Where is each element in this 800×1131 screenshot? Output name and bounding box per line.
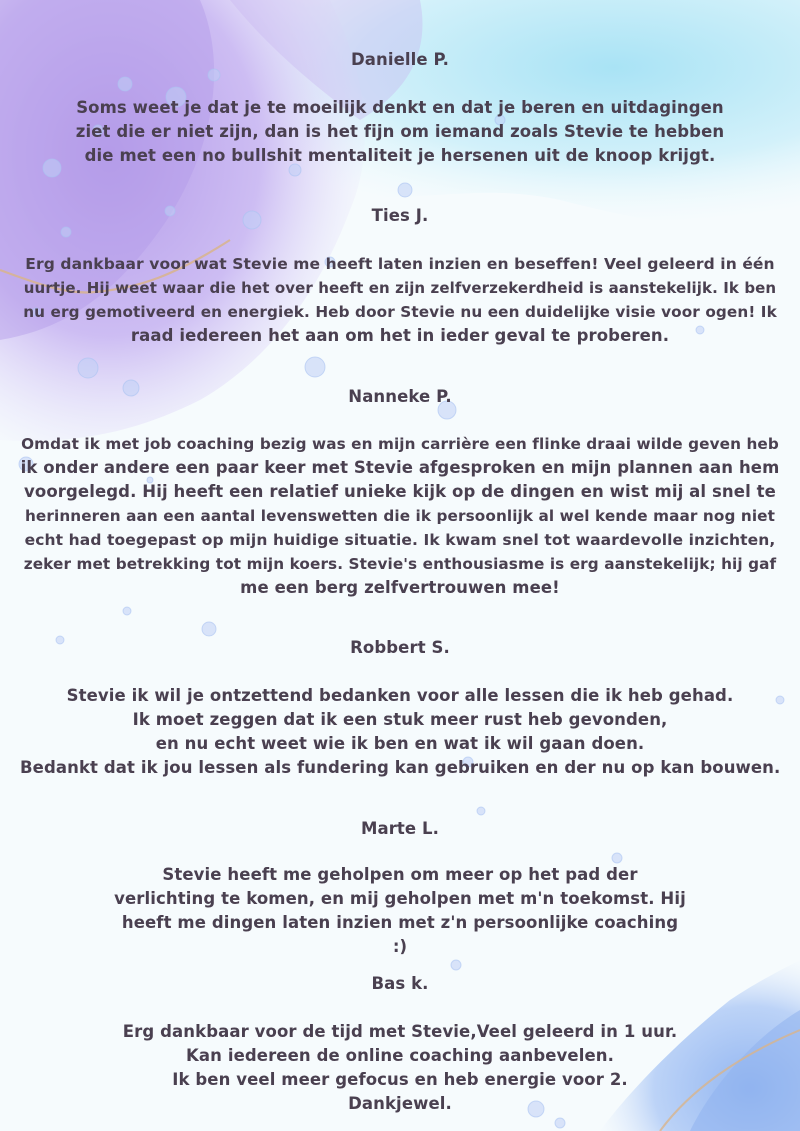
testimonial-line: Bedankt dat ik jou lessen als fundering kan gebruiken en der nu op kan bouwen. — [20, 758, 781, 777]
testimonial-line: heeft me dingen laten inzien met z'n persoonlijke coaching — [121, 913, 679, 932]
testimonial-line: Erg dankbaar voor de tijd met Stevie,Veel geleerd in 1 uur. — [122, 1022, 678, 1041]
testimonial-text — [20, 684, 780, 780]
testimonial-author: Nanneke P. — [348, 387, 452, 406]
testimonial-author: Danielle P. — [350, 50, 450, 69]
testimonial-line: uurtje. Hij weet waar die het over heeft en zijn zelfverzekerdheid is aanstekelijk. Ik ben — [23, 279, 777, 297]
testimonial-author: Marte L. — [360, 819, 440, 838]
testimonial-line: echt had toegepast op mijn huidige situatie. Ik kwam snel tot waardevolle inzichten, — [24, 531, 776, 549]
testimonial-line: zeker met betrekking tot mijn koers. Stevie's enthousiasme is erg aanstekelijk; hij gaf — [23, 555, 777, 573]
testimonial-author: Robbert S. — [350, 638, 450, 657]
testimonial-line: Stevie ik wil je ontzettend bedanken voor alle lessen die ik heb gehad. — [66, 686, 734, 705]
testimonial-line: nu erg gemotiveerd en energiek. Heb door Stevie nu een duidelijke visie voor ogen! Ik — [23, 303, 777, 321]
testimonial-author: Ties J. — [371, 206, 429, 225]
testimonial-line: Erg dankbaar voor wat Stevie me heeft laten inzien en beseffen! Veel geleerd in één — [25, 255, 775, 273]
testimonial-line: me een berg zelfvertrouwen mee! — [240, 578, 560, 597]
testimonial-line: Omdat ik met job coaching bezig was en mijn carrière een flinke draai wilde geven heb — [21, 435, 779, 453]
testimonial-line: raad iedereen het aan om het in ieder geval te proberen. — [130, 326, 670, 345]
testimonial-line: herinneren aan een aantal levenswetten die ik persoonlijk al wel kende maar nog niet — [24, 507, 776, 525]
testimonial-line: Soms weet je dat je te moeilijk denkt en dat je beren en uitdagingen — [76, 98, 724, 117]
testimonial-line: Kan iedereen de online coaching aanbevelen. — [186, 1046, 614, 1065]
testimonial-line: Stevie heeft me geholpen om meer op het pad der — [162, 865, 638, 884]
testimonial-line: die met een no bullshit mentaliteit je hersenen uit de knoop krijgt. — [84, 146, 716, 165]
testimonial-text — [20, 863, 780, 959]
testimonial-text — [20, 96, 780, 168]
testimonial-line: en nu echt weet wie ik ben en wat ik wil gaan doen. — [155, 734, 645, 753]
testimonial-line: Ik moet zeggen dat ik een stuk meer rust heb gevonden, — [132, 710, 668, 729]
testimonial-line: Ik ben veel meer gefocus en heb energie voor 2. — [172, 1070, 628, 1089]
testimonial-text — [20, 252, 780, 348]
testimonial-line: ziet die er niet zijn, dan is het fijn om iemand zoals Stevie te hebben — [75, 122, 725, 141]
testimonial-line: Dankjewel. — [348, 1094, 452, 1113]
testimonial-text — [20, 1020, 780, 1116]
testimonial-line: verlichting te komen, en mij geholpen met m'n toekomst. Hij — [114, 889, 686, 908]
testimonial-line: ik onder andere een paar keer met Stevie afgesproken en mijn plannen aan hem — [20, 458, 780, 477]
testimonial-line: voorgelegd. Hij heeft een relatief unieke kijk op de dingen en wist mij al snel te — [24, 482, 776, 501]
testimonial-author: Bas k. — [371, 974, 429, 993]
testimonial-line: :) — [392, 937, 408, 956]
testimonial-text — [20, 432, 780, 600]
